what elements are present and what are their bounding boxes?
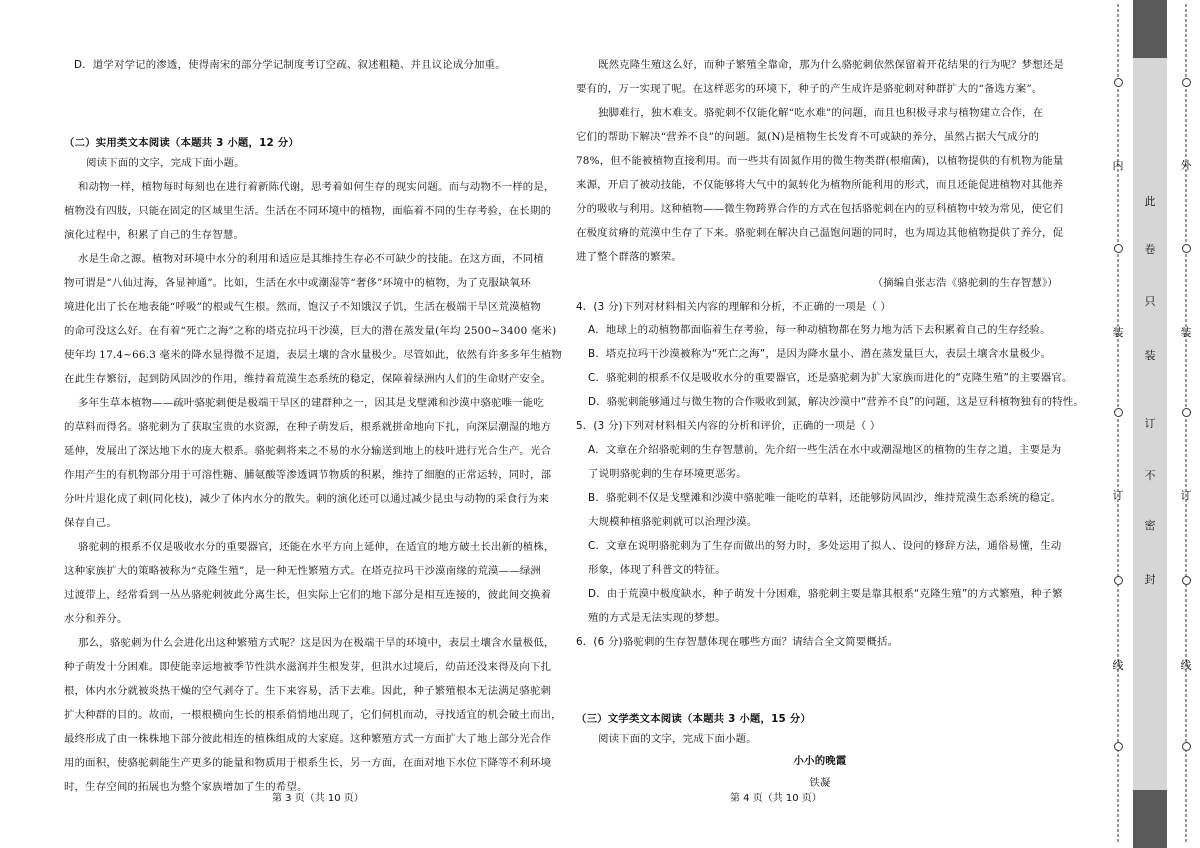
binding-circle [1182,244,1191,253]
text-line: 5．(3 分)下列对材料相关内容的分析和评价，正确的一项是（ ） [576,420,881,432]
page-footer-left: 第 3 页（共 10 页） [272,793,364,804]
text-line: 种子萌发十分困难。即使能幸运地被季节性洪水滋润并生根发芽，但洪水过境后，幼苗还没来得及向下扎 [64,661,552,673]
binding-circle [1114,742,1123,751]
text-line: 来源，开启了被动技能，不仅能够将大气中的氮转化为植物所能利用的形式，而且还能促进植物对其他养 [576,179,1064,191]
text-line: 既然克隆生殖这么好，而种子繁殖全靠命，那为什么骆驼刺依然保留着开花结果的行为呢？梦想还是 [598,59,1064,71]
text-line: D．骆驼刺能够通过与微生物的合作吸收到氮，解决沙漠中“营养不良”的问题，这是豆科植物独有的特性。 [588,396,1084,408]
text-line: 境进化出了长在地表能“呼吸”的根或气生根。然而，饱汉子不知饿汉子饥，生活在极端干旱区荒漠植物 [64,301,542,313]
text-line: 阅读下面的文字，完成下面小题。 [86,157,245,169]
text-line: 使年均 17.4~66.3 毫米的降水显得微不足道，表层土壤的含水量极少。尽管如此，依然有许多多年生植物 [64,349,562,361]
text-line: 根，体内水分就被炎热干燥的空气剥夺了。生下来容易，活下去难。因此，种子繁殖根本无法满足骆驼刺 [64,685,552,697]
binding-inner-char: 线 [1112,659,1124,672]
text-line: 在此生存繁衍，起到防风固沙的作用，维持着荒漠生态系统的稳定，保障着绿洲内人们的生命财产安全。 [64,373,552,385]
text-line: 作用产生的有机物部分用于可溶性糖、脯氨酸等渗透调节物质的积累，维持了细胞的正常运转，同时，部 [64,469,552,481]
text-line: 进了整个群落的繁荣。 [576,251,682,263]
text-line: 要有的，万一实现了呢。在这样恶劣的环境下，种子的产生成许是骆驼刺对种群扩大的“备选方案”。 [576,83,1043,95]
binding-outer-char: 订 [1180,489,1192,502]
text-line: 那么，骆驼刺为什么会进化出这种繁殖方式呢？这是因为在极端干旱的环境中，表层土壤含水量极低， [78,637,555,649]
text-line: 分叶片退化成了刺(同化枝)，减少了体内水分的散失。刺的演化还可以通过减少昆虫与动物的采食行为来 [64,493,550,505]
text-line: C．骆驼刺的根系不仅是吸收水分的重要器官，还是骆驼刺为扩大家族而进化的“克隆生殖”的主要器官。 [588,372,1073,384]
text-line: 这种家族扩大的策略被称为“克隆生殖”，是一种无性繁殖方式。在塔克拉玛干沙漠南缘的荒漠——绿洲 [64,565,542,577]
binding-warning-char: 密 [1144,519,1156,532]
binding-warning-char: 封 [1144,573,1156,586]
binding-bottom-block [1133,790,1167,848]
text-line: B．塔克拉玛干沙漠被称为“死亡之海”，是因为降水量小、潜在蒸发量巨大，表层土壤含水量极少。 [588,348,1052,360]
text-line: （摘编自张志浩《骆驼刺的生存智慧》） [872,277,1058,289]
text-line: 小小的晚霞 [793,755,847,767]
text-line: 6．(6 分)骆驼刺的生存智慧体现在哪些方面？请结合全文简要概括。 [576,636,899,648]
text-line: 它们的帮助下解决“营养不良”的问题。氮(N)是植物生长发育不可或缺的养分，虽然占据大气成分的 [576,131,1040,143]
text-line: D．由于荒漠中极度缺水，种子萌发十分困难，骆驼刺主要是靠其根系“克隆生殖”的方式繁殖，种子繁 [588,588,1063,600]
text-line: 分的吸收与利用。这种植物——微生物跨界合作的方式在包括骆驼刺在内的豆科植物中较为常见，使它们 [576,203,1064,215]
text-line: A．地球上的动植物都面临着生存考验，每一种动植物都在努力地为活下去积累着自己的生存经验。 [588,324,1051,336]
text-line: 用的面积，使骆驼刺能生产更多的能量和物质用于根系生长，另一方面，在面对地下水位下降等不利环境 [64,757,552,769]
text-line: D．道学对学记的渗透，使得南宋的部分学记制度考订空疏、叙述粗糙、并且议论成分加重。 [74,59,506,71]
text-line: （二）实用类文本阅读（本题共 3 小题，12 分） [64,137,299,149]
text-line: 物可谓是“八仙过海，各显神通”。比如，生活在水中或潮湿等“奢侈”环境中的植物，为了克服缺氧环 [64,277,531,289]
text-line: 保存自己。 [64,517,117,529]
text-line: 时，生存空间的拓展也为整个家族增加了生的希望。 [64,781,308,793]
text-line: B．骆驼刺不仅是戈壁滩和沙漠中骆驼唯一能吃的草料，还能够防风固沙，维持荒漠生态系统的稳定。 [588,492,1062,504]
text-line: C．文章在说明骆驼刺为了生存而做出的努力时，多处运用了拟人、设问的修辞方法，通俗易懂，生动 [588,540,1062,552]
text-line: 独脚难行，独木难支。骆驼刺不仅能化解“吃水难”的问题，而且也积极寻求与植物建立合作，在 [598,107,1044,119]
text-line: 植物没有四肢，只能在固定的区域里生活。生活在不同环境中的植物，面临着不同的生存考验，在长期的 [64,205,552,217]
text-line: 扩大种群的目的。故而，一根根横向生长的根系俏悄地出现了，它们伺机而动，寻找适宜的机会破土而出， [64,709,562,721]
text-line: 在极度贫瘠的荒漠中生存了下来。骆驼刺在解决自己温饱问题的同时，也为周边其他植物提供了养分，促 [576,227,1064,239]
text-line: 水是生命之源。植物对环境中水分的利用和适应是其维持生存必不可缺少的技能。在这方面，不同植 [78,253,544,265]
binding-inner-char: 装 [1112,326,1124,339]
binding-circle [1114,244,1123,253]
binding-warning-char: 此 [1144,195,1156,208]
binding-warning-char: 卷 [1144,243,1156,256]
text-line: 78%，但不能被植物直接利用。而一些共有固氮作用的微生物类群(根瘤菌)，以植物提供的有机物为能量 [576,155,1064,167]
binding-inner-char: 内 [1112,159,1124,172]
text-line: 铁凝 [809,777,831,789]
text-line: 骆驼刺的根系不仅是吸收水分的重要器官，还能在水平方向上延伸，在适宜的地方破土长出新的植株， [78,541,555,553]
text-line: 4．(3 分)下列对材料相关内容的理解和分析，不正确的一项是（ ） [576,301,892,313]
binding-outer-char: 装 [1180,326,1192,339]
binding-circle [1182,742,1191,751]
binding-outer-char: 线 [1180,659,1192,672]
text-line: 过渡带上，经常看到一丛丛骆驼刺彼此分离生长，但实际上它们的地下部分是相互连接的，彼此间交换着 [64,589,552,601]
text-line: 阅读下面的文字，完成下面小题。 [598,733,757,745]
text-line: 水分和养分。 [64,613,128,625]
binding-warning-char: 只 [1144,295,1156,308]
page-footer-right: 第 4 页（共 10 页） [730,793,822,804]
binding-outer-char: 外 [1180,159,1192,172]
text-line: 殖的方式是无法实现的梦想。 [588,612,726,624]
text-line: A．文章在介绍骆驼刺的生存智慧前，先介绍一些生活在水中或潮湿地区的植物的生存之道，主要是为 [588,444,1062,456]
binding-warning-char: 订 [1144,417,1156,430]
text-line: 的草料而得名。骆驼刺为了获取宝贵的水资源，在种子萌发后，根系就拼命地向下扎，向深层潮湿的地方 [64,421,552,433]
binding-circle [1114,408,1123,417]
binding-top-block [1133,0,1167,58]
text-line: 演化过程中，积累了自己的生存智慧。 [64,229,245,241]
binding-circle [1182,78,1191,87]
text-line: 和动物一样，植物每时每刻也在进行着新陈代谢，思考着如何生存的现实问题。而与动物不一样的是， [78,181,555,193]
binding-inner-char: 订 [1112,489,1124,502]
binding-circle [1182,576,1191,585]
binding-circle [1182,408,1191,417]
text-line: 最终形成了由一株株地下部分彼此相连的植株组成的大家庭。这种繁殖方式一方面扩大了地上部分光合作 [64,733,552,745]
text-line: 延伸，发展出了深达地下水的庞大根系。骆驼刺将来之不易的水分输送到地上的枝叶进行光合生产。光合 [64,445,552,457]
binding-circle [1114,576,1123,585]
text-line: 多年生草本植物——疏叶骆驼刺便是极端干旱区的建群种之一，因其是戈壁滩和沙漠中骆驼唯一能吃 [78,397,544,409]
binding-circle [1114,78,1123,87]
text-line: 形象，体现了科普文的特征。 [588,564,726,576]
binding-warning-char: 不 [1144,469,1156,482]
text-line: （三）文学类文本阅读（本题共 3 小题，15 分） [576,713,811,725]
text-line: 了说明骆驼刺的生存环境更恶劣。 [588,468,747,480]
text-line: 大规模种植骆驼刺就可以治理沙漠。 [588,516,758,528]
binding-warning-char: 装 [1144,349,1156,362]
text-line: 的命可没这么好。在有着“死亡之海”之称的塔克拉玛干沙漠，巨大的潜在蒸发量(年均 2500~3400 毫米) [64,325,557,337]
